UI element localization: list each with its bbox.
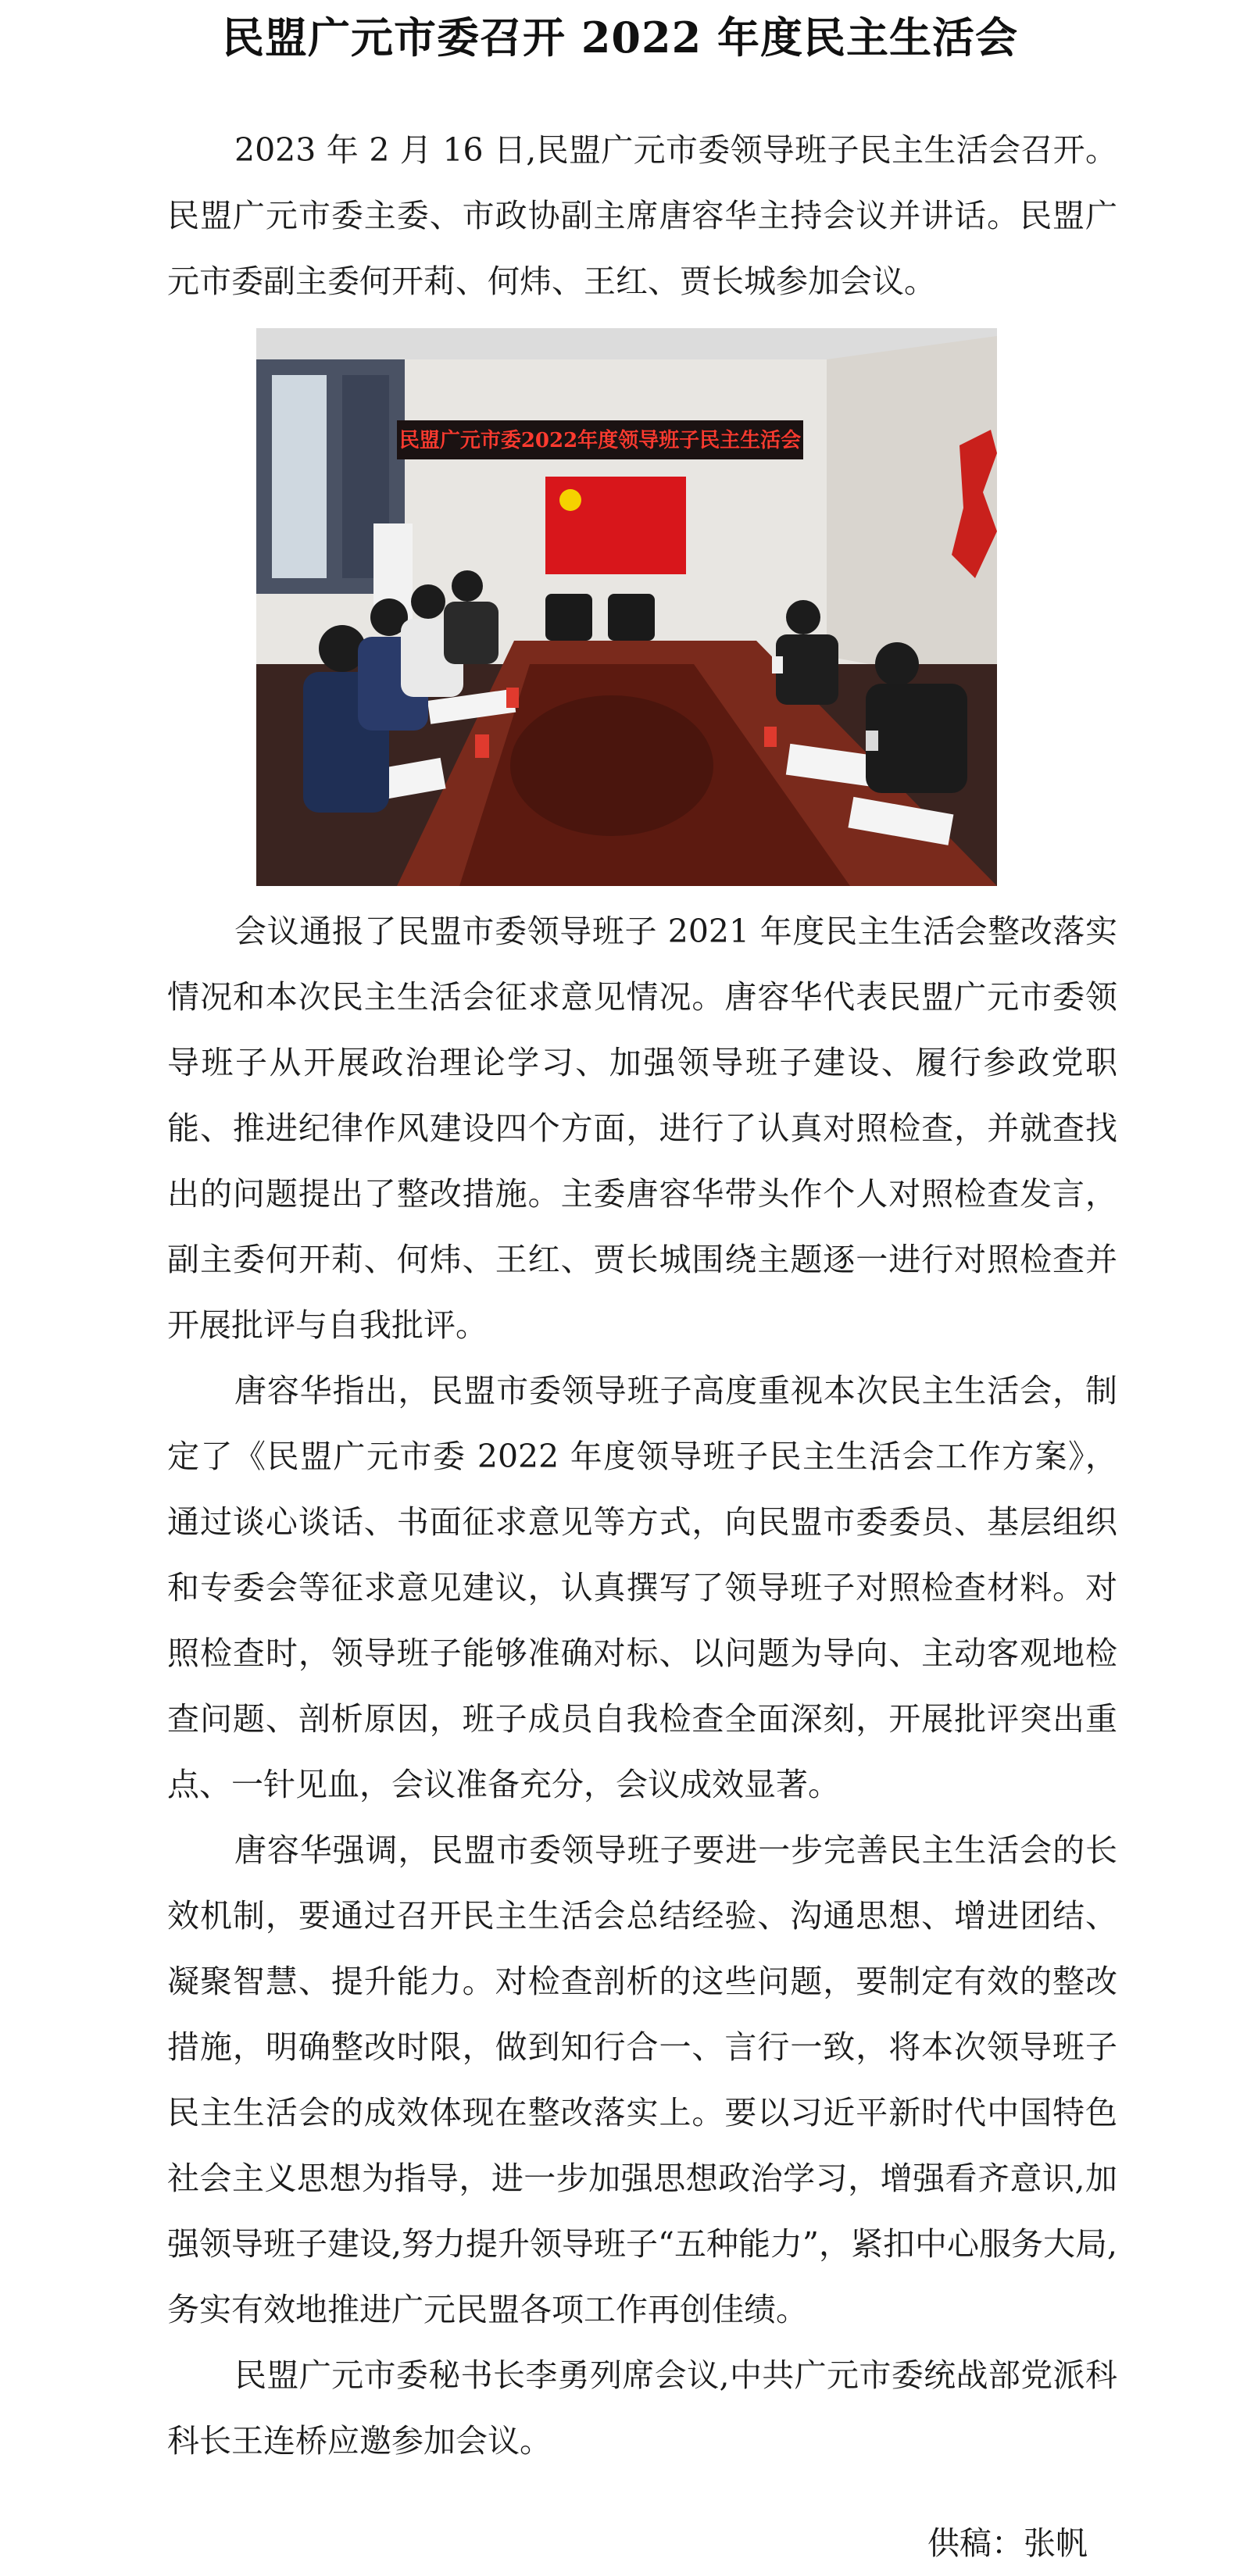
article-title: 民盟广元市委召开 2022 年度民主生活会	[222, 13, 1018, 63]
paragraph-2: 会议通报了民盟市委领导班子 2021 年度民主生活会整改落实情况和本次民主生活会征求意见情况。唐容华代表民盟广元市委领导班子从开展政治理论学习、加强领导班子建设、履行参政党职能、推进纪律作风建设四个方面，进行了认真对照检查，并就查找出的问题提出了整改措施。主委唐容华带头作个人对照检查发言，副主委何开莉、何炜、王红、贾长城围绕主题逐一进行对照检查并开展批评与自我批评。	[167, 913, 1117, 1344]
body-paragraphs	[167, 899, 1117, 2474]
author-credit: 供稿：张帆	[927, 2524, 1088, 2562]
intro-paragraph-block	[167, 117, 1117, 314]
paragraph-4: 唐容华强调，民盟市委领导班子要进一步完善民主生活会的长效机制，要通过召开民主生活会总结经验、沟通思想、增进团结、凝聚智慧、提升能力。对检查剖析的这些问题，要制定有效的整改措施，明确整改时限，做到知行合一、言行一致，将本次领导班子民主生活会的成效体现在整改落实上。要以习近平新时代中国特色社会主义思想为指导，进一步加强思想政治学习，增强看齐意识,加强领导班子建设,努力提升领导班子“五种能力”，紧扣中心服务大局,务实有效地推进广元民盟各项工作再创佳绩。	[167, 1831, 1117, 2328]
paragraph-3: 唐容华指出，民盟市委领导班子高度重视本次民主生活会，制定了《民盟广元市委 2022 年度领导班子民主生活会工作方案》，通过谈心谈话、书面征求意见等方式，向民盟市委委员、基层组织和专委会等征求意见建议，认真撰写了领导班子对照检查材料。对照检查时，领导班子能够准确对标、以问题为导向、主动客观地检查问题、剖析原因，班子成员自我检查全面深刻，开展批评突出重点、一针见血，会议准备充分，会议成效显著。	[167, 1372, 1117, 1803]
paragraph-1: 2023 年 2 月 16 日,民盟广元市委领导班子民主生活会召开。民盟广元市委主委、市政协副主席唐容华主持会议并讲话。民盟广元市委副主委何开莉、何炜、王红、贾长城参加会议。	[167, 131, 1117, 300]
banner-text: 民盟广元市委2022年度领导班子民主生活会	[398, 429, 802, 452]
paragraph-5: 民盟广元市委秘书长李勇列席会议,中共广元市委统战部党派科科长王连桥应邀参加会议。	[167, 2356, 1117, 2460]
meeting-photo	[256, 328, 997, 886]
